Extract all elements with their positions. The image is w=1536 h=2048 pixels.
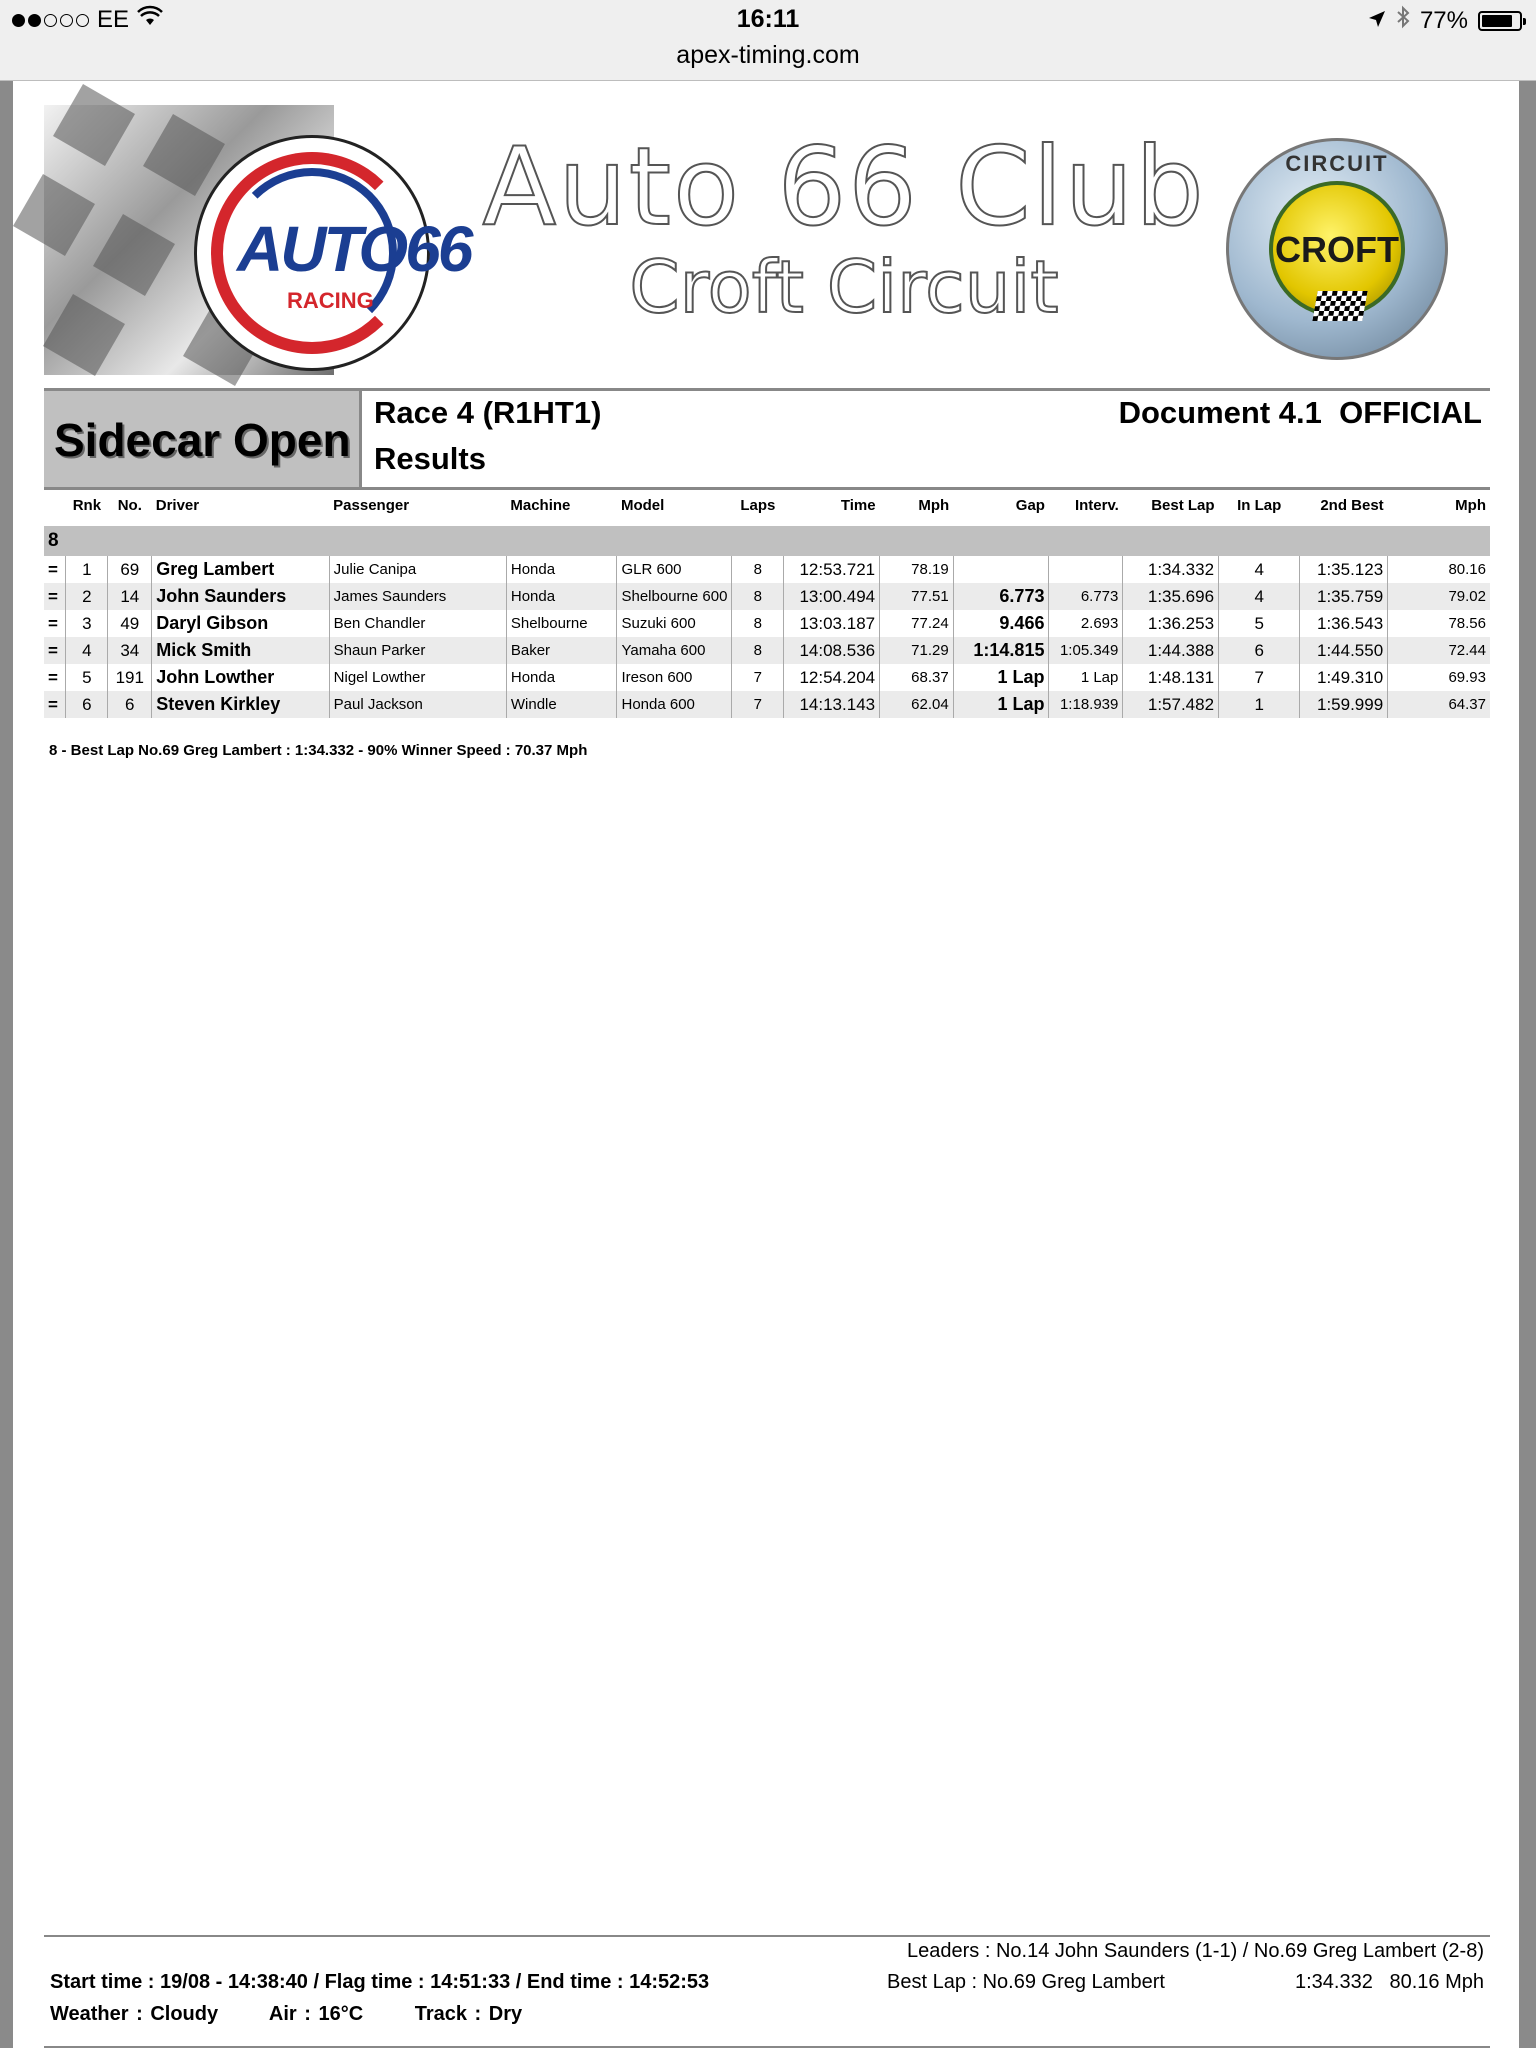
cell-gap: 1:14.815: [953, 637, 1049, 664]
cell-interv: 6.773: [1049, 583, 1123, 610]
cell-driver: Mick Smith: [152, 637, 329, 664]
cell-passenger: Paul Jackson: [329, 691, 506, 718]
cell-interv: 2.693: [1049, 610, 1123, 637]
col-in-lap: In Lap: [1237, 496, 1282, 514]
cell-best-lap: 1:57.482: [1123, 691, 1219, 718]
cell-time: 14:13.143: [784, 691, 880, 718]
auto66-racing-logo: [194, 135, 471, 371]
cell-gap: 1 Lap: [953, 691, 1049, 718]
cell-rnk: 6: [66, 691, 108, 718]
club-title: Auto 66 Club: [482, 125, 1206, 250]
cell-no: 49: [108, 610, 152, 637]
table-row: [44, 556, 1490, 583]
cell-laps: 8: [732, 637, 784, 664]
cell-laps: 8: [732, 556, 784, 583]
cell-passenger: Julie Canipa: [329, 556, 506, 583]
event-banner: [44, 105, 1488, 375]
cell-best-lap: 1:48.131: [1123, 664, 1219, 691]
position-change-icon: =: [48, 613, 58, 633]
battery-icon: [1478, 11, 1522, 31]
footer-best-lap-label: Best Lap : No.69 Greg Lambert: [887, 1971, 1165, 1993]
footer-divider-top: [44, 1935, 1490, 1937]
cell-mph2: 80.16: [1388, 556, 1490, 583]
position-change-icon: =: [44, 637, 66, 664]
cell-machine: Shelbourne: [506, 610, 617, 637]
cell-2nd-best: 1:35.123: [1300, 556, 1388, 583]
croft-logo-text: CROFT: [1275, 229, 1399, 270]
table-row: [44, 610, 1490, 637]
cell-in-lap: 7: [1219, 664, 1300, 691]
cell-rnk: 3: [66, 610, 108, 637]
cell-gap: 6.773: [953, 583, 1049, 610]
results-page: [13, 81, 1519, 2048]
cell-2nd-best: 1:44.550: [1300, 637, 1388, 664]
cell-driver: Greg Lambert: [152, 556, 329, 583]
cell-no: 14: [108, 583, 152, 610]
position-change-icon: =: [44, 583, 66, 610]
status-right: [1368, 6, 1522, 35]
cell-time: 14:08.536: [784, 637, 880, 664]
cell-machine: Honda: [506, 583, 617, 610]
cell-interv: 1:05.349: [1049, 637, 1123, 664]
session-times: Start time : 19/08 - 14:38:40 / Flag time : 14:51:33 / End time : 14:52:53: [50, 1971, 710, 1993]
cell-mph: 68.37: [880, 664, 954, 691]
cell-mph: 77.51: [880, 583, 954, 610]
cell-passenger: James Saunders: [329, 583, 506, 610]
cell-rnk: 2: [66, 583, 108, 610]
cell-driver: Daryl Gibson: [152, 610, 329, 637]
cell-best-lap: 1:36.253: [1123, 610, 1219, 637]
cell-in-lap: 4: [1219, 556, 1300, 583]
croft-circuit-logo: [1226, 138, 1448, 360]
cell-model: Honda 600: [617, 691, 732, 718]
col-driver: Driver: [155, 496, 200, 514]
cell-no: 191: [108, 664, 152, 691]
results-label: Results: [374, 441, 486, 476]
cell-mph2: 69.93: [1388, 664, 1490, 691]
cell-interv: 1:18.939: [1049, 691, 1123, 718]
col-passenger: Passenger: [333, 496, 410, 514]
col-time: Time: [840, 496, 876, 514]
cell-in-lap: 6: [1219, 637, 1300, 664]
col-machine: Machine: [510, 496, 571, 514]
group-row: [44, 526, 1490, 556]
auto66-logo-text: AUTO66: [237, 213, 471, 285]
circuit-title: Croft Circuit: [629, 245, 1059, 329]
clock: 16:11: [736, 5, 800, 33]
status-bar: [0, 0, 1536, 40]
table-row: [44, 691, 1490, 718]
cell-gap: 9.466: [953, 610, 1049, 637]
col-gap: Gap: [1015, 496, 1045, 514]
cell-model: Suzuki 600: [617, 610, 732, 637]
group-label: 8: [44, 526, 1490, 556]
cell-in-lap: 5: [1219, 610, 1300, 637]
position-change-icon: =: [48, 559, 58, 579]
cell-mph: 71.29: [880, 637, 954, 664]
cell-laps: 8: [732, 610, 784, 637]
location-arrow-icon: [1368, 7, 1386, 35]
category-name: Sidecar Open: [54, 414, 351, 466]
cell-time: 12:53.721: [784, 556, 880, 583]
cell-laps: 8: [732, 583, 784, 610]
cell-interv: [1049, 556, 1123, 583]
cell-in-lap: 4: [1219, 583, 1300, 610]
cell-no: 34: [108, 637, 152, 664]
cell-mph2: 64.37: [1388, 691, 1490, 718]
col-laps: Laps: [740, 496, 776, 514]
cell-mph2: 79.02: [1388, 583, 1490, 610]
cell-machine: Honda: [506, 556, 617, 583]
col-no: No.: [117, 496, 142, 514]
cell-mph2: 72.44: [1388, 637, 1490, 664]
cell-time: 13:03.187: [784, 610, 880, 637]
position-change-icon: =: [48, 667, 58, 687]
track-value: Track : Dry: [414, 2003, 523, 2025]
cell-rnk: 5: [66, 664, 108, 691]
cell-machine: Baker: [506, 637, 617, 664]
cell-passenger: Nigel Lowther: [329, 664, 506, 691]
cell-machine: Honda: [506, 664, 617, 691]
cell-2nd-best: 1:36.543: [1300, 610, 1388, 637]
carrier-name: EE: [97, 6, 130, 33]
cell-2nd-best: 1:35.759: [1300, 583, 1388, 610]
cell-rnk: 4: [66, 637, 108, 664]
table-row: [44, 664, 1490, 691]
cell-model: GLR 600: [617, 556, 732, 583]
best-lap-note: 8 - Best Lap No.69 Greg Lambert : 1:34.332 - 90% Winner Speed : 70.37 Mph: [49, 742, 588, 759]
cell-mph: 78.19: [880, 556, 954, 583]
cell-best-lap: 1:35.696: [1123, 583, 1219, 610]
cell-driver: Steven Kirkley: [152, 691, 329, 718]
cell-2nd-best: 1:49.310: [1300, 664, 1388, 691]
col-interv: Interv.: [1074, 496, 1119, 514]
air-temp-value: Air : 16°C: [268, 2003, 364, 2025]
cell-laps: 7: [732, 691, 784, 718]
auto66-logo-sub: RACING: [287, 288, 374, 313]
cell-best-lap: 1:34.332: [1123, 556, 1219, 583]
col-model: Model: [620, 496, 665, 514]
cell-mph: 77.24: [880, 610, 954, 637]
table-row: [44, 637, 1490, 664]
cell-in-lap: 1: [1219, 691, 1300, 718]
cell-passenger: Shaun Parker: [329, 637, 506, 664]
col-2nd-best: 2nd Best: [1320, 496, 1384, 514]
cell-time: 13:00.494: [784, 583, 880, 610]
cell-driver: John Saunders: [152, 583, 329, 610]
cell-model: Shelbourne 600: [617, 583, 732, 610]
battery-percent: 77%: [1419, 6, 1468, 34]
cell-gap: 1 Lap: [953, 664, 1049, 691]
checkered-flag-icon: [1312, 291, 1367, 321]
cell-model: Ireson 600: [617, 664, 732, 691]
cell-time: 12:54.204: [784, 664, 880, 691]
cell-no: 6: [108, 691, 152, 718]
cell-laps: 7: [732, 664, 784, 691]
col-mph2: Mph: [1455, 496, 1486, 514]
cell-machine: Windle: [506, 691, 617, 718]
col-mph: Mph: [918, 496, 950, 514]
weather-value: Weather : Cloudy: [50, 2003, 219, 2025]
position-change-icon: =: [44, 691, 66, 718]
cell-mph2: 78.56: [1388, 610, 1490, 637]
document-status: Document 4.1 OFFICIAL: [1118, 395, 1482, 430]
col-best-lap: Best Lap: [1151, 496, 1215, 514]
address-bar[interactable]: [0, 40, 1536, 81]
url-text[interactable]: apex-timing.com: [676, 41, 860, 69]
cell-best-lap: 1:44.388: [1123, 637, 1219, 664]
cell-no: 69: [108, 556, 152, 583]
bluetooth-icon: [1396, 6, 1410, 35]
results-table: [44, 484, 1490, 718]
cell-driver: John Lowther: [152, 664, 329, 691]
col-rnk: Rnk: [72, 496, 102, 514]
leaders-summary: Leaders : No.14 John Saunders (1-1) / No.69 Greg Lambert (2-8): [907, 1940, 1484, 1962]
cell-gap: [953, 556, 1049, 583]
cell-mph: 62.04: [880, 691, 954, 718]
race-name: Race 4 (R1HT1): [374, 395, 602, 430]
cell-interv: 1 Lap: [1049, 664, 1123, 691]
table-row: [44, 583, 1490, 610]
cell-passenger: Ben Chandler: [329, 610, 506, 637]
race-header: [44, 388, 1490, 490]
croft-logo-top: CIRCUIT: [1285, 151, 1389, 176]
cell-model: Yamaha 600: [617, 637, 732, 664]
table-header: [44, 484, 1490, 526]
category-box: [44, 391, 362, 487]
footer-best-lap-time: 1:34.332: [1295, 1971, 1373, 1993]
conditions: [50, 2003, 566, 2026]
cell-rnk: 1: [66, 556, 108, 583]
footer-best-lap-speed: 80.16 Mph: [1389, 1971, 1484, 1993]
cell-2nd-best: 1:59.999: [1300, 691, 1388, 718]
